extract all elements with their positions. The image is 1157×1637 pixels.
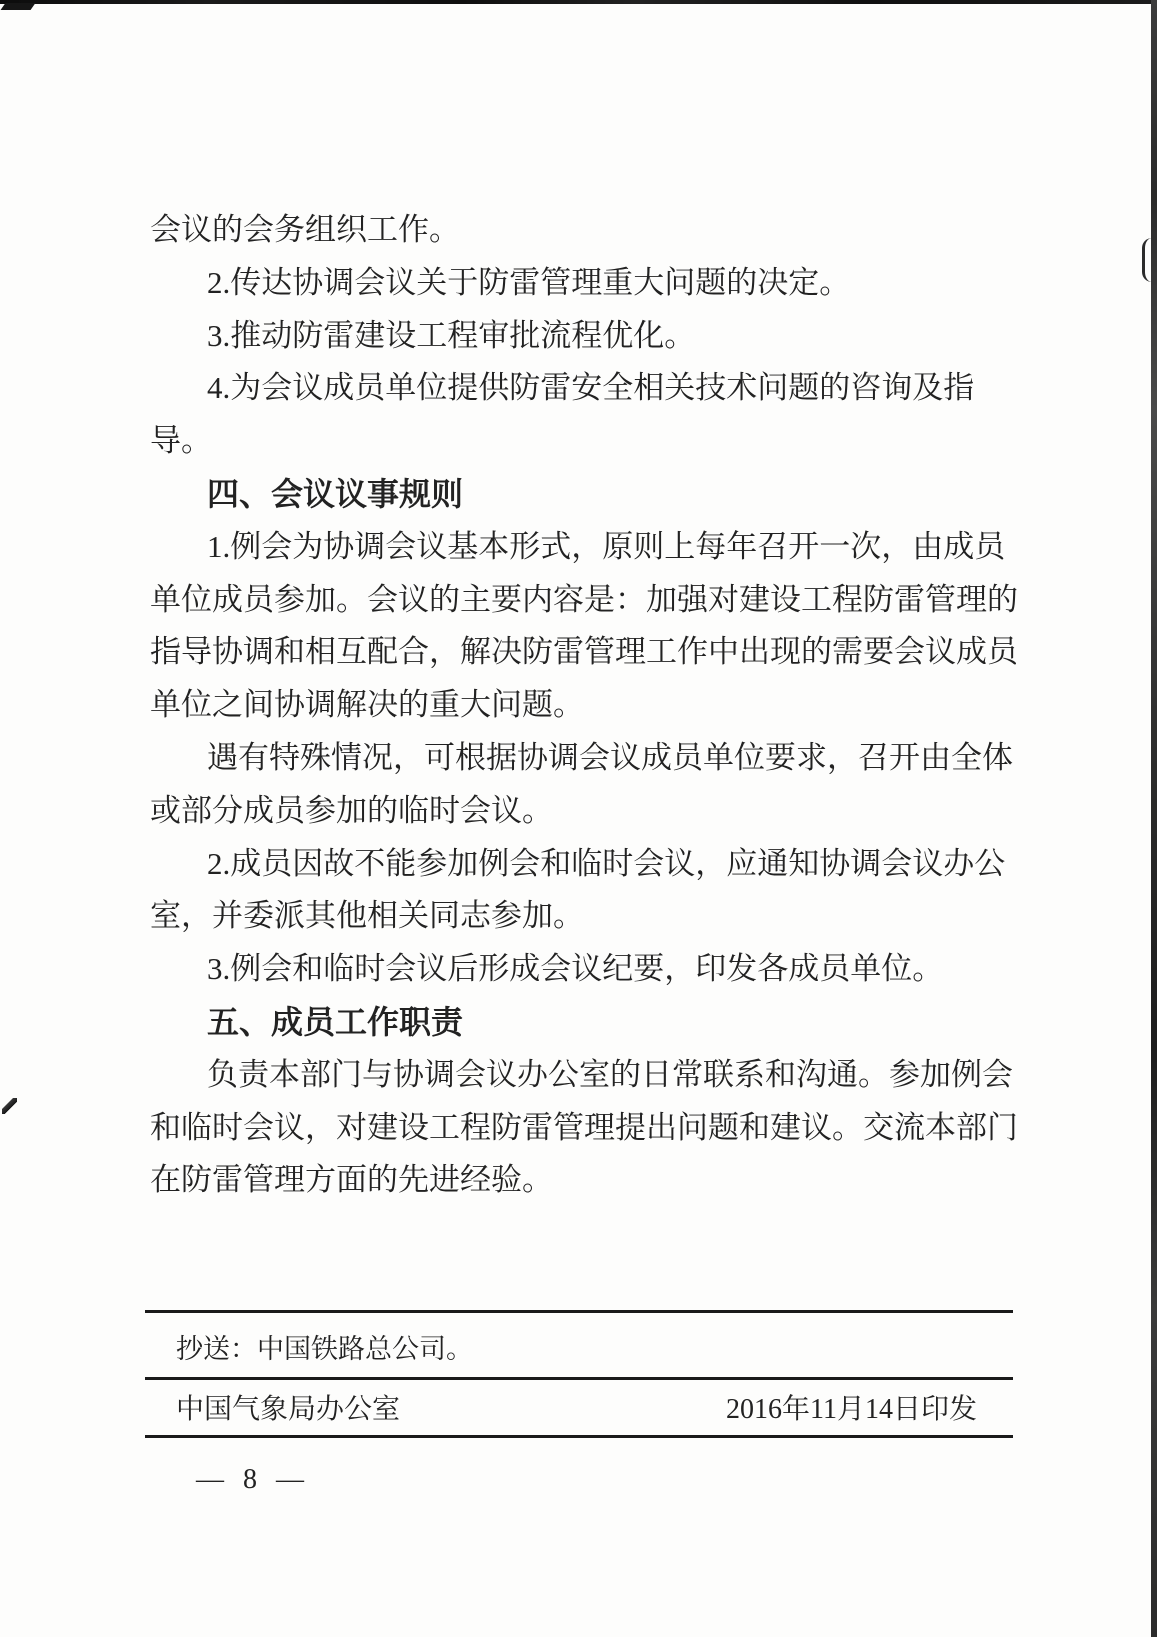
- body-line: 2.成员因故不能参加例会和临时会议，应通知协调会议办公: [207, 846, 1006, 881]
- body-line: 2.传达协调会议关于防雷管理重大问题的决定。: [207, 265, 851, 300]
- footer-rule-top: [145, 1310, 1013, 1313]
- body-line: 在防雷管理方面的先进经验。: [150, 1162, 553, 1197]
- body-line: 或部分成员参加的临时会议。: [150, 793, 553, 828]
- scan-artifact-right-curl: [1142, 238, 1154, 282]
- cc-note: 抄送：中国铁路总公司。: [176, 1334, 473, 1364]
- body-line: 和临时会议，对建设工程防雷管理提出问题和建议。交流本部门: [150, 1110, 1018, 1145]
- body-line: 室，并委派其他相关同志参加。: [150, 898, 584, 933]
- body-line: 导。: [150, 423, 212, 458]
- body-line: 3.例会和临时会议后形成会议纪要，印发各成员单位。: [207, 951, 944, 986]
- footer-rule-middle: [145, 1377, 1013, 1380]
- footer-rule-bottom: [145, 1435, 1013, 1438]
- section-heading-4: 四、会议议事规则: [207, 476, 464, 512]
- body-line: 会议的会务组织工作。: [150, 212, 460, 247]
- body-line: 单位之间协调解决的重大问题。: [150, 687, 584, 722]
- body-line: 单位成员参加。会议的主要内容是：加强对建设工程防雷管理的: [150, 582, 1018, 617]
- scan-artifact-left-speck: [2, 1098, 17, 1114]
- body-line: 负责本部门与协调会议办公室的日常联系和沟通。参加例会: [207, 1057, 1013, 1092]
- issue-date: 2016年11月14日印发: [726, 1394, 977, 1425]
- body-line: 遇有特殊情况，可根据协调会议成员单位要求，召开由全体: [207, 740, 1013, 775]
- body-line: 1.例会为协调会议基本形式，原则上每年召开一次，由成员: [207, 529, 1006, 564]
- body-line: 4.为会议成员单位提供防雷安全相关技术问题的咨询及指: [207, 370, 975, 405]
- page-number: — 8 —: [196, 1464, 310, 1495]
- issuer: 中国气象局办公室: [176, 1394, 401, 1425]
- body-line: 3.推动防雷建设工程审批流程优化。: [207, 318, 696, 353]
- scan-artifact-top-edge: [0, 0, 1157, 4]
- scan-artifact-top-hook: [1, 3, 36, 10]
- section-heading-5: 五、成员工作职责: [207, 1004, 464, 1040]
- body-line: 指导协调和相互配合，解决防雷管理工作中出现的需要会议成员: [150, 634, 1018, 669]
